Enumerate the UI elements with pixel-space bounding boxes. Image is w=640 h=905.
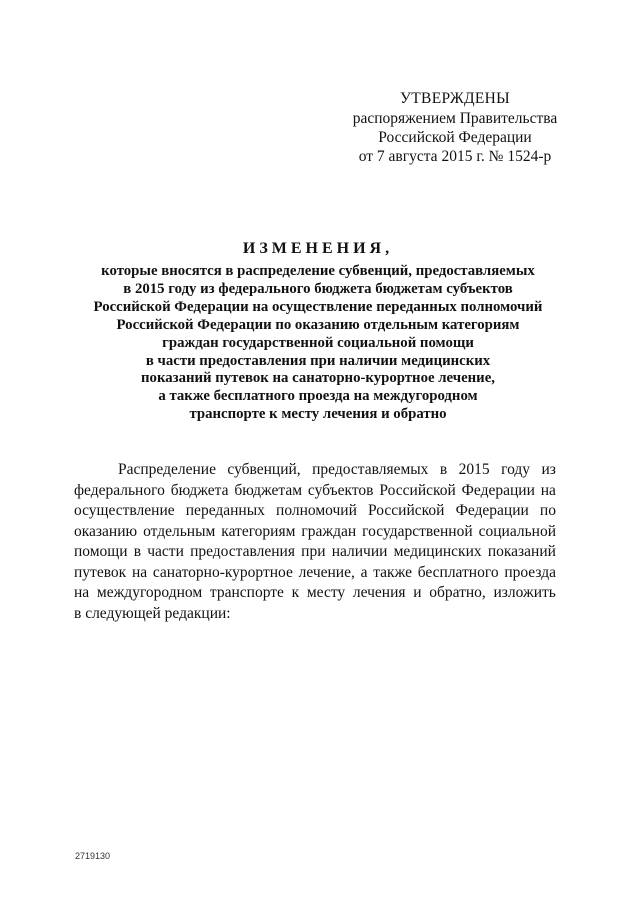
body-word: проезда [504,563,556,581]
body-word: лечения [352,584,406,601]
body-word: на [540,481,556,499]
body-word: также [373,563,412,581]
subtitle-line: в части предоставления при наличии медицинских [145,352,491,369]
body-line [74,563,556,584]
subtitle-line: Российской Федерации на осуществление переданных полномочий [93,298,543,315]
subtitle-line: граждан государственной социальной помощи [162,334,474,351]
body-line [74,501,556,522]
body-word: субвенций, [227,461,301,478]
document-code: 2719130 [75,851,111,861]
body-word: категориям [221,522,296,540]
body-word: граждан [301,522,357,540]
approval-date-number: от 7 августа 2015 г. № 1524-р [358,148,552,165]
body-word: в следующей редакции: [74,604,231,622]
body-word: а [360,563,368,581]
body-word: Российской [368,502,445,519]
body-word: федерального [74,481,165,499]
body-word: предоставления [190,543,295,560]
body-word: к [291,584,300,601]
body-word: на [131,563,148,581]
body-line [74,583,556,604]
body-line [74,481,556,502]
body-word: социальной [478,522,556,540]
document-title: ИЗМЕНЕНИЯ, [242,240,394,257]
body-word: из [541,461,556,478]
body-word: оказанию [74,522,138,540]
approval-block [345,89,565,166]
body-word: в [133,543,142,560]
body-word: бюджета [170,481,229,499]
body-word: году [501,461,531,478]
body-word: и [413,584,422,601]
body-word: транспорте [209,584,284,601]
body-word: бесплатного [417,563,499,581]
subtitle-line: показаний путевок на санаторно-курортное лечение, [141,370,495,387]
body-word: путевок [74,563,127,581]
body-word: субъектов [307,481,374,499]
body-word: междугородном [96,584,203,601]
body-word: Распределение [118,461,216,478]
body-line [74,542,556,563]
subtitle-line: в 2015 году из федерального бюджета бюджетам субъектов [123,280,513,297]
body-word: отдельным [143,522,216,540]
body-word: показаний [487,543,556,560]
body-word: предоставляемых [312,461,429,478]
body-word: лечение, [298,563,355,581]
body-word: осуществление [74,502,175,519]
approval-line: распоряжением Правительства [352,110,558,127]
body-line [74,522,556,543]
subtitle-line: которые вносятся в распределение субвенций, предоставляемых [101,263,535,279]
body-word: месту [306,584,346,601]
body-word: Российской [379,481,456,499]
body-word: обратно, [429,584,486,601]
body-word: наличии [331,543,388,560]
body-word: помощи [74,543,128,560]
subtitle-line: транспорте к месту лечения и обратно [189,406,447,423]
body-word: медицинских [393,543,482,560]
body-line [74,604,556,625]
subtitle-line: Российской Федерации по оказанию отдельным категориям [116,316,520,333]
body-word: по [539,502,556,519]
body-word: Федерации [455,502,529,519]
approval-heading: УТВЕРЖДЕНЫ [400,90,510,107]
body-word: санаторно-курортное [152,563,293,581]
body-word: на [74,584,90,601]
body-word: части [147,543,184,560]
body-word: при [301,543,326,560]
document-subtitle [0,263,636,424]
body-word: изложить [493,584,556,601]
body-word: Федерации [461,481,535,499]
body-paragraph [74,460,556,624]
body-word: в [439,461,448,478]
approval-line: Российской Федерации [378,129,532,146]
body-word: государственной [362,522,473,540]
body-word: 2015 [458,461,490,478]
body-word: бюджетам [234,481,303,499]
subtitle-line: а также бесплатного проезда на междугородном [158,388,478,405]
body-word: переданных [185,502,265,519]
body-word: полномочий [276,502,357,519]
body-line [74,460,556,481]
